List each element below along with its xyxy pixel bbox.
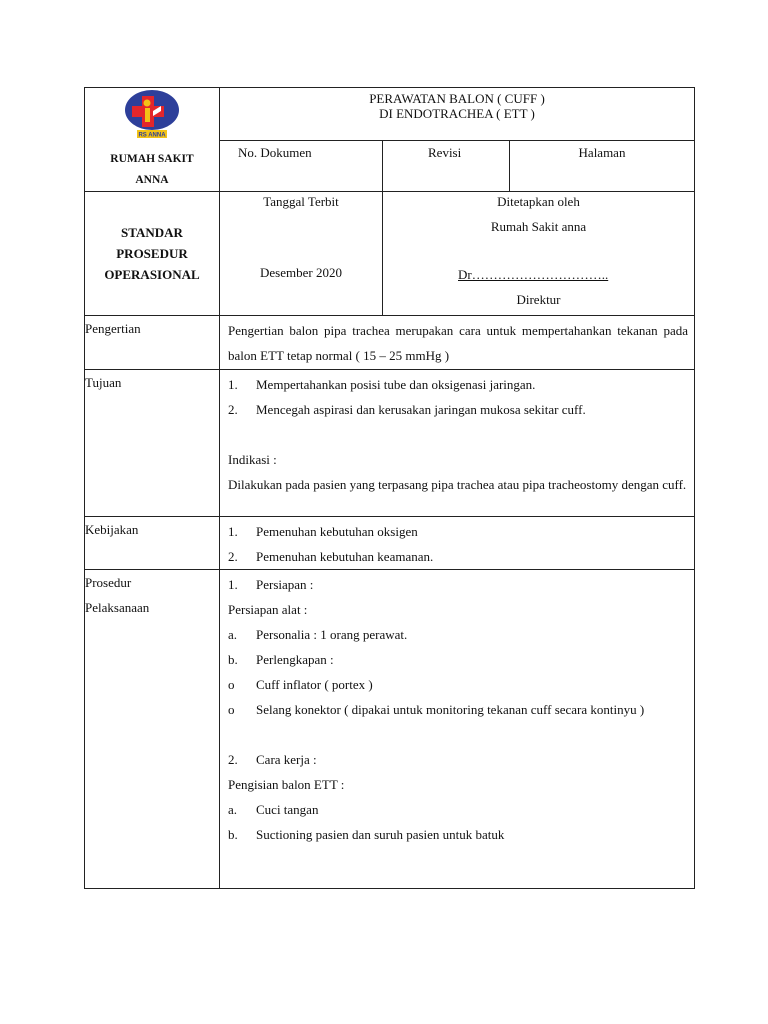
list-item: o Cuff inflator ( portex ) [228, 677, 373, 692]
sop-line1: STANDAR [121, 225, 183, 240]
organization-name: Rumah Sakit anna [490, 219, 587, 234]
list-item: o Selang konektor ( dipakai untuk monitoring tekanan cuff secara kontinyu ) [228, 702, 645, 717]
tujuan-content [220, 370, 695, 517]
sop-label-cell [85, 192, 220, 316]
list-item: a. Personalia : 1 orang perawat. [228, 627, 408, 642]
hospital-header-cell [85, 88, 220, 192]
prosedur-label: Prosedur [85, 575, 132, 590]
prosedur-label-cell [85, 570, 220, 889]
list-item: 1. Mempertahankan posisi tube dan oksigenasi jaringan. [228, 377, 536, 392]
prosedur-content [220, 570, 695, 889]
hospital-name-line1: RUMAH SAKIT [110, 153, 194, 165]
set-by-label: Ditetapkan oleh [497, 194, 580, 209]
director-title: Direktur [516, 292, 561, 307]
alat-label: Persiapan alat : [228, 602, 308, 617]
issue-date-label: Tanggal Terbit [263, 194, 339, 209]
hospital-name-line2: ANNA [135, 174, 169, 186]
issued-row [220, 192, 695, 316]
issue-date-value: Desember 2020 [260, 265, 342, 280]
kebijakan-content [220, 517, 695, 570]
list-item: 1. Pemenuhan kebutuhan oksigen [228, 524, 418, 539]
page-label: Halaman [578, 144, 626, 160]
indikasi-label: Indikasi : [228, 452, 277, 467]
hospital-logo-icon [122, 89, 182, 139]
indikasi-text: Dilakukan pada pasien yang terpasang pipa trachea atau pipa tracheostomy dengan cuff. [228, 477, 687, 492]
list-item: a. Cuci tangan [228, 802, 319, 817]
sop-document-table [84, 87, 695, 889]
doc-number-label: No. Dokumen [220, 141, 383, 191]
list-item: b. Perlengkapan : [228, 652, 334, 667]
list-item: 1. Persiapan : [228, 577, 314, 592]
list-item: 2. Mencegah aspirasi dan kerusakan jaringan mukosa sekitar cuff. [228, 402, 586, 417]
authorization-cell [383, 192, 694, 315]
issue-date-cell [220, 192, 383, 315]
title-line2: DI ENDOTRACHEA ( ETT ) [379, 106, 535, 121]
list-item: 2. Cara kerja : [228, 752, 317, 767]
kebijakan-label: Kebijakan [85, 517, 220, 570]
list-item: 2. Pemenuhan kebutuhan keamanan. [228, 549, 434, 564]
tujuan-label: Tujuan [85, 370, 220, 517]
revision-label: Revisi [383, 141, 510, 191]
pelaksanaan-label: Pelaksanaan [85, 600, 150, 615]
doctor-signature-line: Dr………………………….. [458, 267, 609, 282]
title-line1: PERAWATAN BALON ( CUFF ) [369, 91, 545, 106]
document-title [220, 88, 695, 141]
pengertian-text: Pengertian balon pipa trachea merupakan cara untuk mempertahankan tekanan pada balon ETT tetap normal ( 15 – 25 mmHg ) [220, 316, 695, 370]
sop-line2: PROSEDUR [116, 246, 188, 261]
meta-row [220, 140, 695, 192]
hospital-name [85, 149, 219, 191]
sop-line3: OPERASIONAL [104, 267, 200, 282]
list-item: b. Suctioning pasien dan suruh pasien untuk batuk [228, 827, 505, 842]
logo-text: RS ANNA [138, 132, 166, 139]
pengisian-label: Pengisian balon ETT : [228, 777, 345, 792]
pengertian-label: Pengertian [85, 316, 220, 370]
